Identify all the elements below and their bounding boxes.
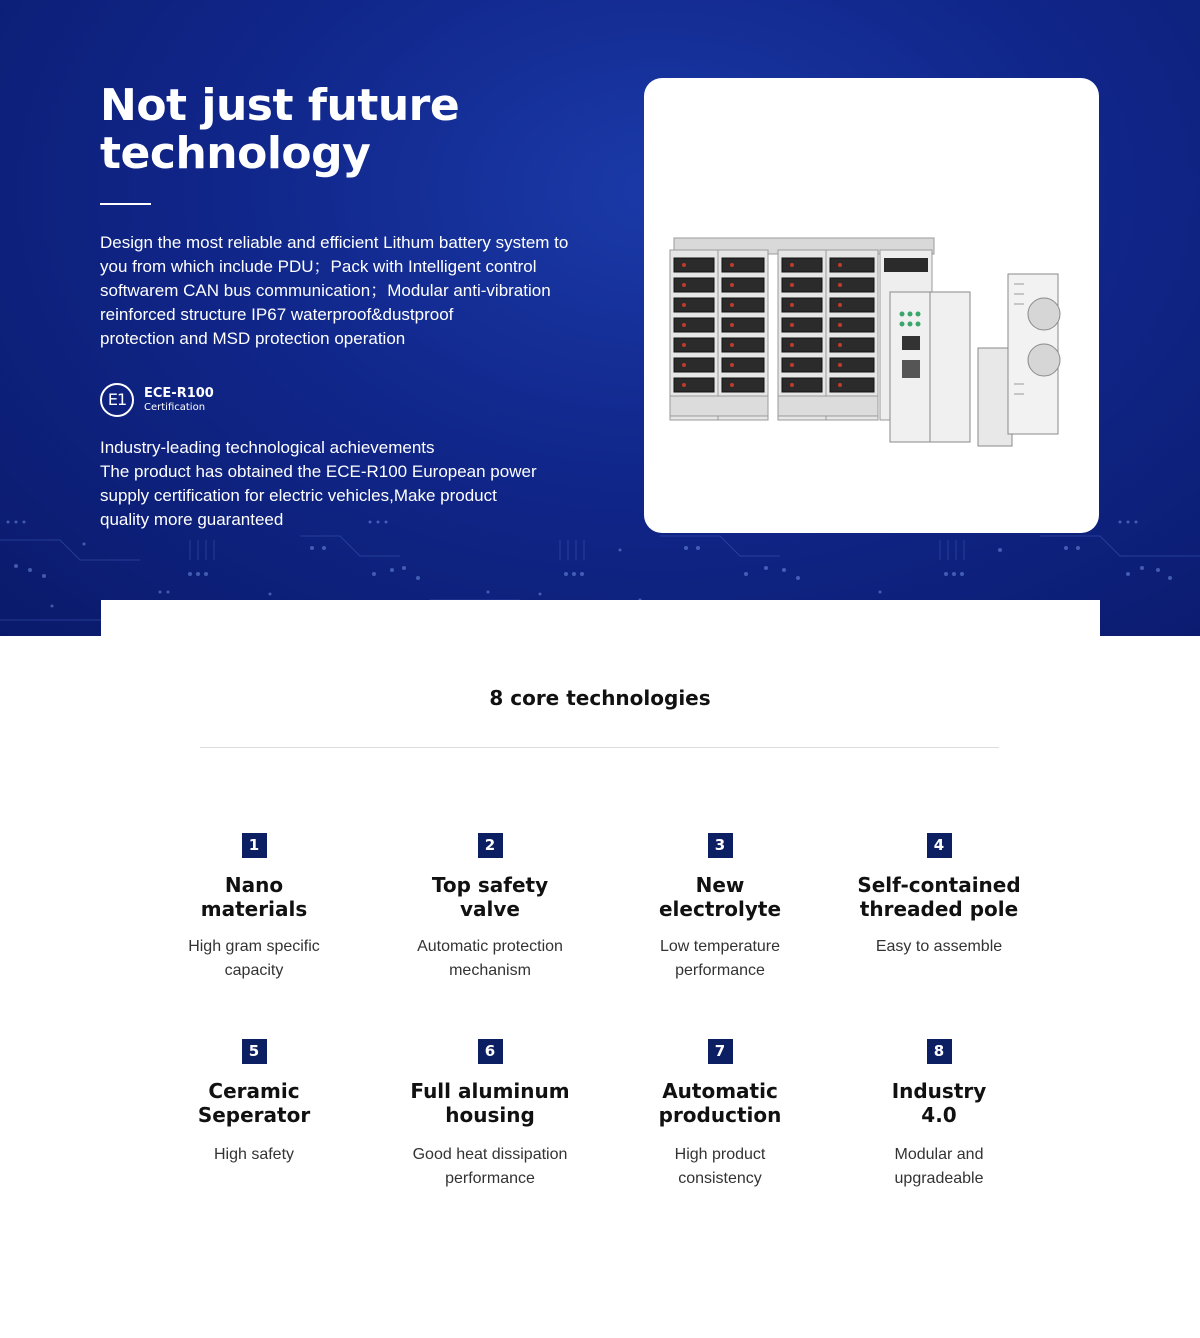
tech-item-6	[380, 1039, 600, 1191]
e1-mark-icon: E1	[100, 383, 134, 417]
hero-description: Design the most reliable and efficient Lithum battery system to you from which include PDU；Pack with Intelligent control softwarem CAN bus communication；Modular anti-vibration reinforced structure IP67 waterproof&dustproof protection and MSD protection operation	[100, 233, 569, 348]
tech-number-badge: 8	[927, 1039, 952, 1064]
tech-description: High product consistency	[674, 1146, 766, 1187]
tech-description: Easy to assemble	[875, 938, 1003, 955]
section-divider	[200, 747, 999, 748]
tech-title: Self-contained threaded pole	[857, 873, 1021, 921]
tech-number-badge: 5	[242, 1039, 267, 1064]
tech-title: Full aluminum housing	[410, 1079, 570, 1127]
title-divider	[100, 203, 151, 205]
tech-number-badge: 3	[708, 833, 733, 858]
tech-description: High gram specific capacity	[188, 938, 320, 979]
hero-banner	[0, 0, 1200, 636]
certification-label: Certification	[144, 402, 206, 413]
tech-title: New electrolyte	[658, 873, 782, 921]
tech-item-4	[829, 833, 1049, 959]
tech-item-7	[610, 1039, 830, 1191]
tech-description: High safety	[213, 1146, 295, 1163]
tech-number-badge: 6	[478, 1039, 503, 1064]
tech-title: Ceramic Seperator	[197, 1079, 311, 1127]
achievement-text: Industry-leading technological achievements The product has obtained the ECE-R100 European power supply certification for electric vehicles,Make product quality more guaranteed	[100, 438, 537, 529]
tech-title: Top safety valve	[431, 873, 549, 921]
tech-number-badge: 4	[927, 833, 952, 858]
tech-title: Industry 4.0	[891, 1079, 987, 1127]
tech-description: Low temperature performance	[659, 938, 781, 979]
battery-system-image	[644, 78, 1099, 533]
tech-description: Modular and upgradeable	[894, 1146, 984, 1187]
tech-number-badge: 1	[242, 833, 267, 858]
tech-item-8	[829, 1039, 1049, 1191]
tech-title: Automatic production	[658, 1079, 782, 1127]
tech-item-2	[380, 833, 600, 983]
certification-badge	[100, 382, 214, 418]
tech-item-3	[610, 833, 830, 983]
section-title: 8 core technologies	[489, 686, 711, 710]
tech-item-1	[144, 833, 364, 983]
tech-description: Good heat dissipation performance	[412, 1146, 568, 1187]
product-image-card	[644, 78, 1099, 533]
tech-item-5	[144, 1039, 364, 1167]
certification-name: ECE-R100	[144, 386, 214, 401]
tech-number-badge: 2	[478, 833, 503, 858]
tech-title: Nano materials	[200, 873, 308, 921]
hero-title: Not just future technology	[100, 80, 460, 179]
content-panel-top	[101, 600, 1100, 640]
tech-number-badge: 7	[708, 1039, 733, 1064]
tech-description: Automatic protection mechanism	[417, 938, 563, 979]
